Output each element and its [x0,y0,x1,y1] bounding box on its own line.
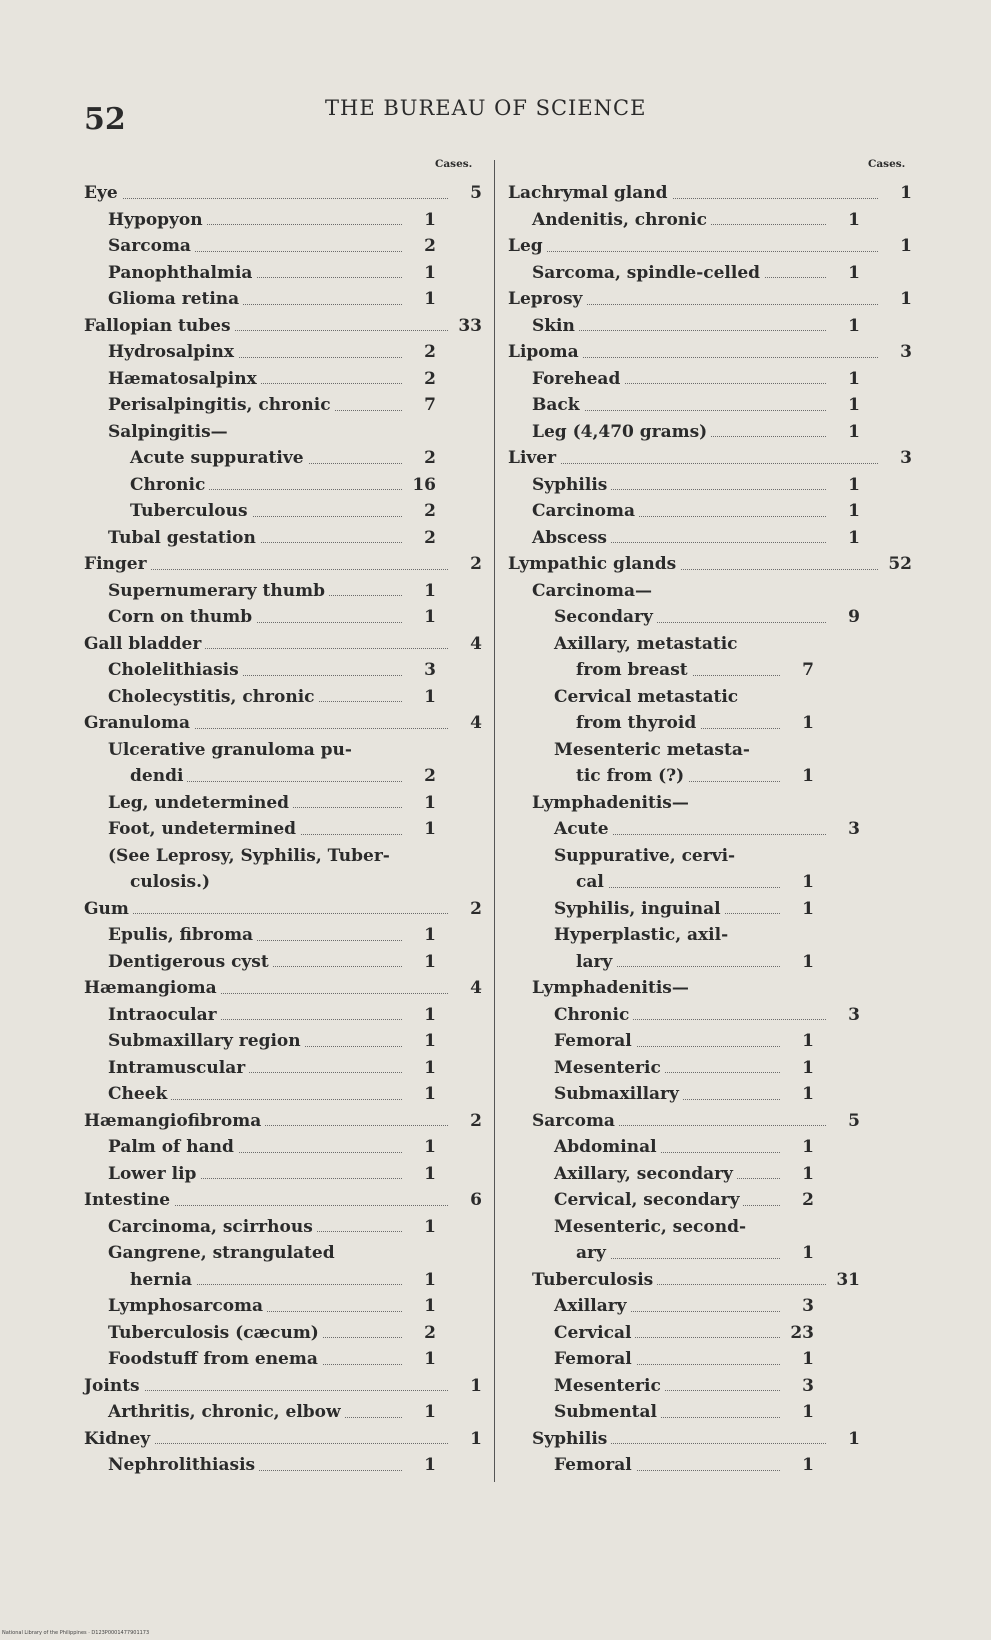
case-count: 1 [424,1004,436,1025]
index-entry [84,843,484,870]
case-total: 1 [470,1428,482,1449]
entry-label: Supernumerary thumb [108,578,329,605]
index-entry [508,419,916,446]
index-entry [508,949,916,976]
index-entry [508,339,916,366]
entry-label: Chronic [554,1002,633,1029]
index-entry [508,445,916,472]
index-entry [84,1267,484,1294]
case-total: 2 [470,1110,482,1131]
case-count: 1 [802,1349,814,1369]
entry-label: Femoral [554,1346,636,1373]
index-entry [508,1002,916,1029]
index-entry [84,1161,484,1188]
entry-label: ary [576,1240,610,1267]
case-count: 1 [424,1402,436,1422]
entry-label: Carcinoma— [532,578,656,605]
entry-label: Mesenteric metasta- [554,737,754,764]
index-entry [508,472,916,499]
index-entry [84,949,484,976]
index-entry [84,1055,484,1082]
case-count: 1 [424,1163,436,1184]
index-entry [508,260,916,287]
entry-label: Submental [554,1399,661,1426]
case-count: 1 [802,898,814,919]
case-count: 1 [802,1137,814,1157]
entry-label: hernia [130,1267,196,1294]
entry-label: Submaxillary [554,1081,683,1108]
entry-label: lary [576,949,616,976]
case-count: 1 [848,421,860,442]
case-count: 1 [424,580,436,601]
case-count: 1 [424,1296,436,1316]
entry-label: Arthritis, chronic, elbow [108,1399,345,1426]
entry-label: Mesenteric, second- [554,1214,750,1241]
case-count: 7 [424,395,436,415]
index-entry [84,578,484,605]
index-entry [84,790,484,817]
entry-label: from thyroid [576,710,700,737]
index-entry [508,684,916,711]
case-count: 1 [848,315,860,336]
entry-label: Leprosy [508,286,586,313]
index-entry [508,180,916,207]
case-count: 9 [848,607,860,627]
entry-label: Submaxillary region [108,1028,305,1055]
case-count: 1 [802,766,814,786]
entry-label: Glioma retina [108,286,243,313]
entry-label: Intestine [84,1187,174,1214]
case-count: 1 [424,289,436,309]
index-entry [508,1055,916,1082]
index-entry [508,816,916,843]
index-entry [84,498,484,525]
index-entry [508,1161,916,1188]
case-total: 4 [470,713,482,733]
entry-label: Ulcerative granuloma pu- [108,737,356,764]
entry-label: Sarcoma [532,1108,619,1135]
index-entry [84,975,484,1002]
case-count: 1 [802,1243,814,1263]
index-entry [84,525,484,552]
dot-leader [508,463,878,464]
entry-label: Finger [84,551,151,578]
index-entry [508,1081,916,1108]
entry-label: Perisalpingitis, chronic [108,392,335,419]
index-entry [84,1081,484,1108]
case-count: 5 [848,1110,860,1131]
entry-label: Chronic [130,472,209,499]
case-count: 1 [424,1269,436,1290]
index-entry [84,1134,484,1161]
entry-label: Suppurative, cervi- [554,843,739,870]
case-count: 1 [848,1428,860,1449]
case-count: 2 [802,1190,814,1210]
entry-label: Lymphadenitis— [532,975,693,1002]
index-entry [508,498,916,525]
case-total: 6 [470,1190,482,1210]
index-entry [84,869,484,896]
index-entry [84,392,484,419]
entry-label: Femoral [554,1452,636,1479]
index-entry [508,525,916,552]
case-count: 1 [424,792,436,813]
case-count: 2 [424,448,436,468]
index-entry [84,1346,484,1373]
case-total: 5 [470,183,482,203]
case-count: 1 [848,368,860,389]
index-entry [508,657,916,684]
case-count: 2 [424,368,436,389]
dot-leader [508,251,878,252]
index-entry [508,313,916,340]
entry-label: from breast [576,657,692,684]
case-count: 1 [424,1057,436,1078]
index-entry [508,1267,916,1294]
index-entry [508,1028,916,1055]
entry-label: Sarcoma, spindle-celled [532,260,764,287]
entry-label: Axillary [554,1293,631,1320]
left-column [84,180,484,1479]
case-count: 1 [424,951,436,972]
index-entry [508,631,916,658]
index-entry [508,1134,916,1161]
case-total: 2 [470,898,482,919]
case-count: 2 [424,501,436,521]
entry-label: Syphilis, inguinal [554,896,725,923]
case-total: 2 [470,554,482,574]
case-count: 1 [424,1349,436,1369]
index-entry [84,445,484,472]
entry-label: Corn on thumb [108,604,256,631]
entry-label: Tubal gestation [108,525,260,552]
index-entry [508,286,916,313]
cases-header-right: Cases. [868,158,906,170]
case-count: 1 [802,1084,814,1104]
case-count: 1 [802,1455,814,1475]
case-total: 4 [470,633,482,654]
index-entry [508,1320,916,1347]
case-count: 2 [424,236,436,256]
entry-label: Epulis, fibroma [108,922,257,949]
entry-label: Hyperplastic, axil- [554,922,732,949]
entry-label: Hydrosalpinx [108,339,238,366]
index-entry [508,392,916,419]
entry-label: Lipoma [508,339,583,366]
entry-label: Gum [84,896,133,923]
index-entry [84,1214,484,1241]
case-count: 1 [802,1057,814,1078]
entry-label: Cheek [108,1081,171,1108]
index-entry [84,1108,484,1135]
case-count: 1 [848,262,860,283]
case-total: 3 [900,342,912,362]
entry-label: Lower lip [108,1161,200,1188]
case-count: 1 [848,209,860,230]
index-entry [84,233,484,260]
index-entry [508,1426,916,1453]
index-entry [508,1240,916,1267]
entry-label: Lymphadenitis— [532,790,693,817]
index-entry [508,1108,916,1135]
case-count: 2 [424,527,436,548]
index-entry [84,286,484,313]
case-count: 3 [848,819,860,839]
index-entry [508,710,916,737]
index-entry [84,1426,484,1453]
case-count: 3 [802,1375,814,1396]
index-entry [84,1373,484,1400]
case-count: 1 [424,819,436,839]
entry-label: Palm of hand [108,1134,238,1161]
case-count: 3 [424,660,436,680]
entry-label: Panophthalmia [108,260,256,287]
page-number: 52 [84,102,126,137]
entry-label: Tuberculosis [532,1267,657,1294]
index-entry [508,1452,916,1479]
case-count: 2 [424,766,436,786]
index-entry [84,1187,484,1214]
entry-label: Lachrymal gland [508,180,672,207]
index-entry [84,207,484,234]
case-count: 1 [802,1031,814,1051]
index-entry [508,1399,916,1426]
case-count: 1 [802,1402,814,1422]
case-count: 1 [424,607,436,627]
index-entry [84,339,484,366]
entry-label: Joints [84,1373,144,1400]
entry-label: Axillary, secondary [554,1161,737,1188]
index-entry [508,1373,916,1400]
case-count: 2 [424,342,436,362]
case-count: 31 [836,1269,860,1290]
entry-label: Carcinoma [532,498,639,525]
index-entry [84,657,484,684]
entry-label: Carcinoma, scirrhous [108,1214,317,1241]
entry-label: Cervical [554,1320,635,1347]
index-entry [508,790,916,817]
index-entry [508,843,916,870]
index-entry [508,975,916,1002]
index-entry [84,631,484,658]
case-count: 1 [424,1216,436,1237]
entry-label: Fallopian tubes [84,313,235,340]
case-total: 4 [470,978,482,998]
index-entry [84,366,484,393]
case-count: 1 [802,713,814,733]
index-entry [84,816,484,843]
index-entry [84,313,484,340]
case-count: 1 [424,925,436,945]
entry-label: Leg, undetermined [108,790,293,817]
entry-label: Nephrolithiasis [108,1452,259,1479]
entry-label: Axillary, metastatic [554,631,742,658]
index-entry [508,1214,916,1241]
index-entry [508,366,916,393]
index-entry [508,1187,916,1214]
entry-label: Acute suppurative [130,445,308,472]
case-count: 1 [848,474,860,495]
index-entry [84,1240,484,1267]
index-entry [84,737,484,764]
index-entry [508,207,916,234]
entry-label: Gangrene, strangulated [108,1240,339,1267]
entry-label: Hypopyon [108,207,207,234]
case-total: 1 [900,183,912,203]
right-column [508,180,916,1479]
entry-label: Eye [84,180,122,207]
entry-label: Lymphosarcoma [108,1293,267,1320]
case-count: 3 [848,1004,860,1025]
index-entry [84,1028,484,1055]
case-count: 1 [848,395,860,415]
index-entry [508,551,916,578]
dot-leader [84,913,448,914]
index-entry [84,1399,484,1426]
entry-label: Acute [554,816,613,843]
entry-label: Cervical, secondary [554,1187,743,1214]
entry-label: Foodstuff from enema [108,1346,322,1373]
case-count: 1 [424,1455,436,1475]
case-count: 3 [802,1296,814,1316]
index-entry [508,578,916,605]
entry-label: Skin [532,313,579,340]
case-count: 1 [424,686,436,707]
case-total: 1 [900,289,912,309]
index-entry [508,604,916,631]
index-entry [508,896,916,923]
index-entry [508,233,916,260]
entry-label: Syphilis [532,472,611,499]
entry-label: Liver [508,445,560,472]
entry-label: Hæmatosalpinx [108,366,261,393]
case-count: 1 [802,872,814,892]
entry-label: Gall bladder [84,631,205,658]
entry-label: Granuloma [84,710,194,737]
index-entry [84,1002,484,1029]
entry-label: Cervical metastatic [554,684,742,711]
entry-label: Mesenteric [554,1055,665,1082]
index-entry [508,1293,916,1320]
case-total: 33 [458,315,482,336]
index-entry [84,604,484,631]
entry-label: Tuberculosis (cæcum) [108,1320,323,1347]
case-count: 1 [424,1137,436,1157]
case-count: 2 [424,1322,436,1343]
case-total: 3 [900,448,912,468]
index-entry [84,922,484,949]
index-entry [508,922,916,949]
index-entry [84,419,484,446]
entry-label: Forehead [532,366,624,393]
index-entry [84,710,484,737]
entry-label: Intramuscular [108,1055,249,1082]
case-total: 52 [888,554,912,574]
index-entry [508,737,916,764]
entry-label: Secondary [554,604,657,631]
case-count: 7 [802,660,814,680]
index-entry [508,869,916,896]
entry-label: Salpingitis— [108,419,232,446]
index-entry [508,1346,916,1373]
entry-label: Hæmangiofibroma [84,1108,265,1135]
entry-label: tic from (?) [576,763,688,790]
case-count: 1 [848,501,860,521]
dot-leader [84,198,448,199]
case-total: 1 [900,236,912,256]
entry-label: Cholelithiasis [108,657,243,684]
entry-label: Syphilis [532,1426,611,1453]
entry-label: Foot, undetermined [108,816,300,843]
entry-label: (See Leprosy, Syphilis, Tuber- [108,843,394,870]
running-head: THE BUREAU OF SCIENCE [325,96,647,120]
entry-label: Andenitis, chronic [532,207,711,234]
entry-label: Tuberculous [130,498,252,525]
case-count: 1 [424,1031,436,1051]
index-entry [84,1452,484,1479]
index-entry [84,472,484,499]
entry-label: Intraocular [108,1002,221,1029]
entry-label: Back [532,392,584,419]
case-count: 1 [848,527,860,548]
column-divider [494,160,495,1482]
entry-label: culosis.) [130,869,214,896]
index-entry [84,180,484,207]
entry-label: Leg [508,233,547,260]
case-count: 1 [424,262,436,283]
index-entry [84,684,484,711]
case-total: 1 [470,1375,482,1396]
entry-label: Cholecystitis, chronic [108,684,319,711]
index-entry [84,896,484,923]
entry-label: Sarcoma [108,233,195,260]
entry-label: Abdominal [554,1134,661,1161]
index-entry [84,260,484,287]
entry-label: cal [576,869,608,896]
index-entry [84,1293,484,1320]
library-footer: National Library of the Philippines · D123P0001477901173 [2,1630,150,1636]
index-entry [84,763,484,790]
case-count: 23 [790,1322,814,1343]
entry-label: Femoral [554,1028,636,1055]
entry-label: Dentigerous cyst [108,949,273,976]
entry-label: Hæmangioma [84,975,221,1002]
entry-label: Mesenteric [554,1373,665,1400]
index-entry [508,763,916,790]
entry-label: Lympathic glands [508,551,680,578]
case-count: 1 [802,1163,814,1184]
case-count: 1 [424,1084,436,1104]
case-count: 1 [802,951,814,972]
index-entry [84,551,484,578]
entry-label: Abscess [532,525,611,552]
entry-label: dendi [130,763,187,790]
case-count: 16 [412,474,436,495]
cases-header-left: Cases. [435,158,473,170]
entry-label: Leg (4,470 grams) [532,419,711,446]
entry-label: Kidney [84,1426,154,1453]
index-entry [84,1320,484,1347]
case-count: 1 [424,209,436,230]
